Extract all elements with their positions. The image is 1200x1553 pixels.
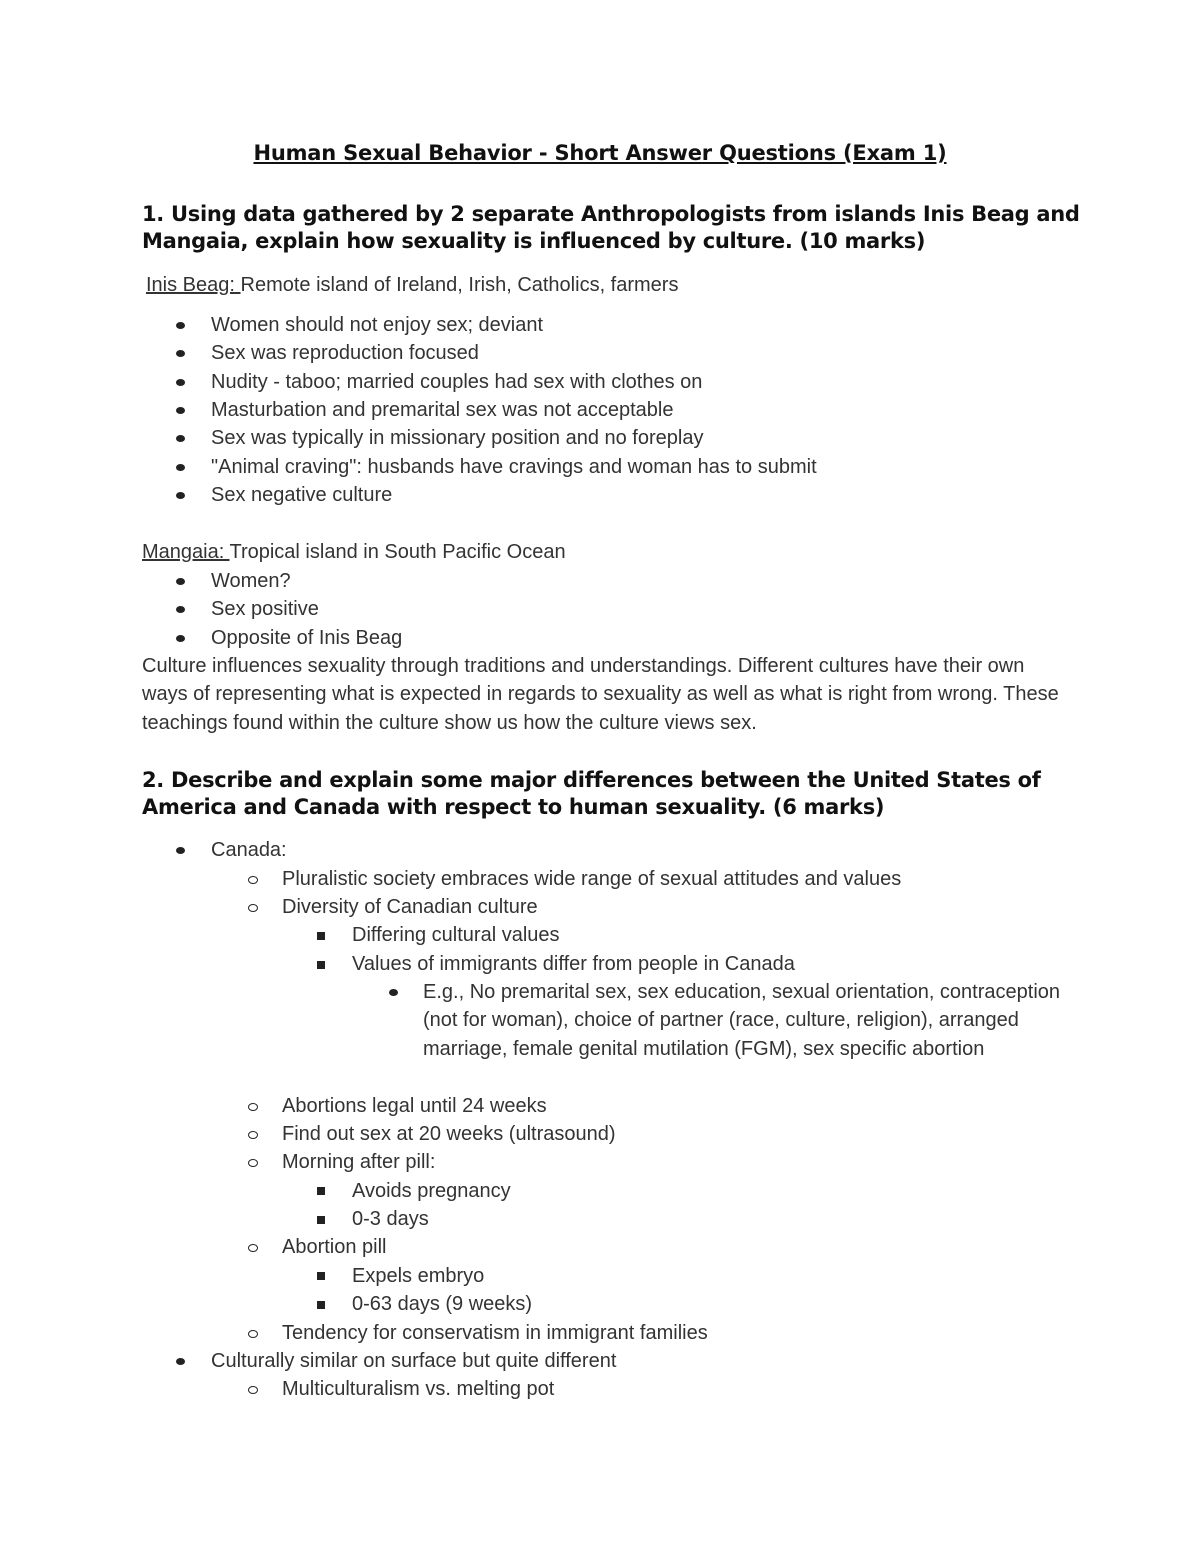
bullet-circle-icon [248, 1330, 258, 1338]
list-item: Opposite of Inis Beag [211, 627, 403, 649]
list-item: Expels embryo [352, 1265, 485, 1287]
bullet-disc-icon [176, 322, 185, 329]
list-item: Sex was typically in missionary position and no foreplay [211, 427, 704, 449]
list-item: 0-63 days (9 weeks) [352, 1293, 533, 1315]
list-item: Differing cultural values [352, 924, 560, 946]
bullet-circle-icon [248, 904, 258, 912]
bullet-disc-icon [176, 407, 185, 414]
bullet-square-icon [317, 1187, 325, 1195]
list-item: Abortions legal until 24 weeks [282, 1095, 547, 1117]
list-item: Nudity - taboo; married couples had sex with clothes on [211, 371, 703, 393]
bullet-circle-icon [248, 1159, 258, 1167]
mangaia-heading [142, 538, 566, 566]
bullet-circle-icon [248, 1103, 258, 1111]
bullet-square-icon [317, 1301, 325, 1309]
bullet-disc-icon [176, 847, 185, 854]
list-item: E.g., No premarital sex, sex education, sexual orientation, contraception (not for woman), choice of partner (race, culture, religion), arranged marriage, female genital mutilation (FGM), sex specific abortion [423, 981, 1061, 1060]
list-item: Values of immigrants differ from people in Canada [352, 953, 795, 975]
bullet-disc-icon [176, 350, 185, 357]
list-item: Sex was reproduction focused [211, 342, 479, 364]
bullet-circle-icon [248, 1244, 258, 1252]
mangaia-label: Mangaia: [142, 541, 230, 563]
bullet-disc-icon [389, 989, 398, 996]
bullet-square-icon [317, 1272, 325, 1280]
list-item: Sex positive [211, 598, 319, 620]
list-item: Tendency for conservatism in immigrant families [282, 1322, 708, 1344]
document-title: Human Sexual Behavior - Short Answer Questions (Exam 1) [253, 141, 947, 165]
list-item: Abortion pill [282, 1236, 387, 1258]
bullet-circle-icon [248, 1386, 258, 1394]
list-item: Multiculturalism vs. melting pot [282, 1378, 555, 1400]
list-item: Culturally similar on surface but quite different [211, 1350, 617, 1372]
bullet-disc-icon [176, 379, 185, 386]
bullet-disc-icon [176, 635, 185, 642]
bullet-disc-icon [176, 492, 185, 499]
list-item: Pluralistic society embraces wide range of sexual attitudes and values [282, 868, 902, 890]
bullet-square-icon [317, 961, 325, 969]
list-item: Find out sex at 20 weeks (ultrasound) [282, 1123, 616, 1145]
inis-beag-description: Remote island of Ireland, Irish, Catholics, farmers [240, 274, 679, 296]
bullet-disc-icon [176, 464, 185, 471]
list-item: "Animal craving": husbands have cravings and woman has to submit [211, 456, 817, 478]
inis-beag-heading [146, 271, 678, 299]
bullet-disc-icon [176, 1358, 185, 1365]
list-item: Masturbation and premarital sex was not acceptable [211, 399, 674, 421]
question-2: 2. Describe and explain some major differences between the United States of America and Canada with respect to human sexuality. (6 marks) [142, 768, 1041, 819]
mangaia-description: Tropical island in South Pacific Ocean [229, 541, 566, 563]
list-item: Sex negative culture [211, 484, 393, 506]
list-item: Avoids pregnancy [352, 1180, 511, 1202]
list-item: 0-3 days [352, 1208, 429, 1230]
list-item: Morning after pill: [282, 1151, 436, 1173]
bullet-square-icon [317, 932, 325, 940]
bullet-square-icon [317, 1216, 325, 1224]
list-item: Women should not enjoy sex; deviant [211, 314, 544, 336]
bullet-circle-icon [248, 876, 258, 884]
bullet-disc-icon [176, 578, 185, 585]
bullet-disc-icon [176, 435, 185, 442]
question-1: 1. Using data gathered by 2 separate Anthropologists from islands Inis Beag and Mangaia, explain how sexuality is influenced by culture. (10 marks) [142, 202, 1080, 253]
list-item: Canada: [211, 839, 287, 861]
list-item: Women? [211, 570, 291, 592]
list-item: Diversity of Canadian culture [282, 896, 538, 918]
inis-beag-label: Inis Beag: [146, 274, 241, 296]
q1-conclusion: Culture influences sexuality through traditions and understandings. Different cultures have their own ways of representing what is expected in regards to sexuality as well as what is right from wrong. These teachings found within the culture show us how the culture views sex. [142, 655, 1059, 734]
bullet-circle-icon [248, 1131, 258, 1139]
bullet-disc-icon [176, 606, 185, 613]
